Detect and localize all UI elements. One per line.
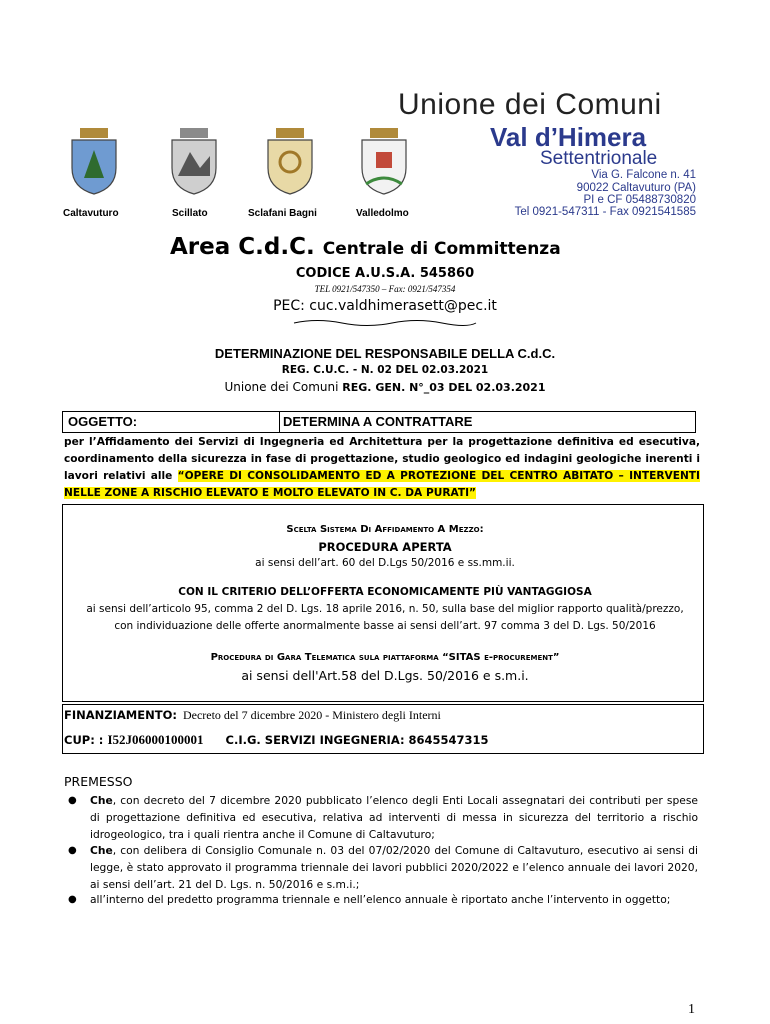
criterio: CON IL CRITERIO DELL’OFFERTA ECONOMICAMENTE PIÙ VANTAGGIOSA [178,586,592,598]
procedura-aperta: PROCEDURA APERTA [318,540,452,554]
decorative-divider [292,318,478,328]
area-telephone: TEL 0921/547350 – Fax: 0921/547354 [314,284,456,294]
art-58: ai sensi dell'Art.58 del D.Lgs. 50/2016 e s.m.i. [241,668,529,683]
bullet-icon: ● [68,845,77,856]
finanziamento-label: FINANZIAMENTO: [64,708,177,722]
cup-cig-line [64,732,489,748]
oggetto-title-divider [279,411,280,433]
municipality-label: Scillato [172,208,208,219]
list-item-text: all’interno del predetto programma triennale e nell’elenco annuale è riportato anche l’intervento in oggetto; [90,893,671,906]
codice-ausa: CODICE A.U.S.A. 545860 [295,266,475,281]
caltavuturo-crest-icon [66,128,122,196]
sclafani-bagni-crest-icon [262,128,318,196]
reg-cuc: REG. C.U.C. - N. 02 DEL 02.03.2021 [281,364,489,376]
list-item [68,842,698,893]
list-item-text: , con decreto del 7 dicembre 2020 pubblicato l’elenco degli Enti Locali assegnatari dei contributi per spese di progettazione definitiva ed esecutiva, relativa ad interventi di messa in sicurezza del territorio a rischio idrogeologico, tra i quali rientra anche il Comune di Caltavuturo; [90,794,698,841]
scelta-sistema: Scelta Sistema Di Affidamento A Mezzo: [286,524,484,535]
valledolmo-crest-icon [356,128,412,196]
oggetto-text [64,434,700,502]
cup-value: I52J06000100001 [107,732,204,747]
area-title-b: Centrale di Committenza [322,239,561,259]
address-line: 90022 Caltavuturo (PA) [576,182,696,194]
finanziamento [64,708,441,723]
municipality-label: Sclafani Bagni [248,208,317,219]
list-item [68,792,698,843]
art-95-line-2: con individuazione delle offerte anormalmente basse ai sensi dell’art. 97 comma 3 del D. Lgs. 50/2016 [114,620,656,632]
pec-address: PEC: cuc.valdhimerasett@pec.it [273,298,497,314]
page-number: 1 [688,1002,695,1017]
union-subtitle-2: Settentrionale [540,148,658,169]
cup-label: CUP: : [64,733,104,747]
bullet-icon: ● [68,795,77,806]
cig-value: C.I.G. SERVIZI INGEGNERIA: 8645547315 [225,733,489,747]
oggetto-label: OGGETTO: [68,414,138,429]
reg-gen [0,380,770,394]
list-item-text: , con delibera di Consiglio Comunale n. 03 del 07/02/2020 del Comune di Caltavuturo, esecutivo ai sensi di legge, è stato approvato il programma triennale dei lavori pubblici 2020/2022 e l’elenco annuale dei lavori 2020, ai sensi dell’art. 21 del D. Lgs. n. 50/2016 e s.m.i.; [90,844,698,891]
determinazione-title: DETERMINAZIONE DEL RESPONSABILE DELLA C.d.C. [214,346,556,361]
scillato-crest-icon [166,128,222,196]
municipality-label: Caltavuturo [63,208,119,219]
reg-gen-prefix: Unione dei Comuni [224,380,339,394]
municipality-label: Valledolmo [356,208,409,219]
list-item-lead: Che [90,794,113,807]
address-line: Via G. Falcone n. 41 [591,169,696,181]
oggetto-text-highlight: “OPERE DI CONSOLIDAMENTO ED A PROTEZIONE DEL CENTRO ABITATO – INTERVENTI NELLE ZONE A RISCHIO ELEVATO E MOLTO ELEVATO IN C. DA PURATI” [64,470,700,499]
gara-telematica: Procedura di Gara Telematica sula piattaforma “SITAS e-procurement” [210,652,560,663]
list-item-lead: Che [90,844,113,857]
address-line: Tel 0921-547311 - Fax 0921541585 [514,206,696,218]
art-60: ai sensi dell’art. 60 del D.Lgs 50/2016 e ss.mm.ii. [255,557,515,569]
reg-gen-number: REG. GEN. N°_03 DEL 02.03.2021 [342,381,546,394]
finanziamento-value: Decreto del 7 dicembre 2020 - Ministero degli Interni [182,708,441,722]
area-title-a: Area C.d.C. [170,234,315,260]
area-title [170,234,561,260]
oggetto-title: DETERMINA A CONTRATTARE [283,414,473,429]
premesso-title: PREMESSO [64,774,133,789]
bullet-icon: ● [68,894,77,905]
list-item [68,891,698,908]
art-95-line-1: ai sensi dell’articolo 95, comma 2 del D. Lgs. 18 aprile 2016, n. 50, sulla base del miglior rapporto qualità/prezzo, [86,603,684,615]
oggetto-text-plain: per l’Affidamento dei Servizi di Ingegneria ed Architettura per la progettazione definitiva ed esecutiva, coordinamento della sicurezza in fase di progettazione, studio geologico ed indagini geologiche inerenti i lavori relativi alle [64,436,700,482]
address-line: PI e CF 05488730820 [583,194,696,206]
union-title: Unione dei Comuni [398,88,662,121]
union-subtitle: Val d’Himera [490,122,647,152]
